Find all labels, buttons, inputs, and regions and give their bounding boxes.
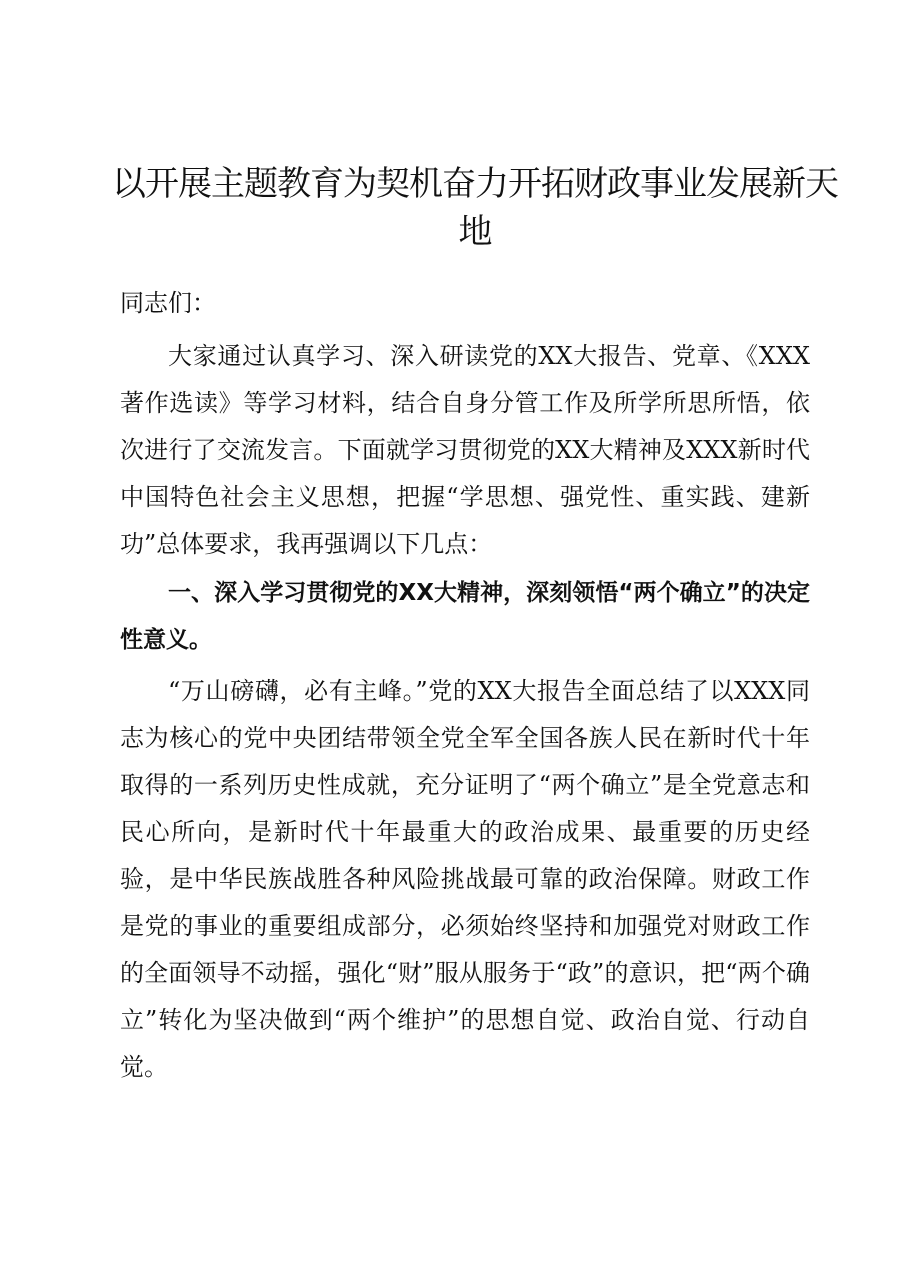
intro-paragraph: 大家通过认真学习、深入研读党的XX大报告、党章、《XXX著作选读》等学习材料，结合自身分管工作及所学所思所悟，依次进行了交流发言。下面就学习贯彻党的XX大精神及XXX新时代中国特色社会主义思想，把握“学思想、强党性、重实践、建新功”总体要求，我再强调以下几点：	[120, 342, 810, 558]
document-body	[120, 280, 810, 1091]
section-1-paragraph: “万山磅礴，必有主峰。”党的XX大报告全面总结了以XXX同志为核心的党中央团结带领全党全军全国各族人民在新时代十年取得的一系列历史性成就，充分证明了“两个确立”是全党意志和民心所向，是新时代十年最重大的政治成果、最重要的历史经验，是中华民族战胜各种风险挑战最可靠的政治保障。财政工作是党的事业的重要组成部分，必须始终坚持和加强党对财政工作的全面领导不动摇，强化“财”服从服务于“政”的意识，把“两个确立”转化为坚决做到“两个维护”的思想自觉、政治自觉、行动自觉。	[120, 677, 810, 1081]
section-heading-1: 一、深入学习贯彻党的XX大精神，深刻领悟“两个确立”的决定性意义。	[120, 580, 810, 653]
salutation: 同志们：	[120, 289, 216, 317]
document-title: 以开展主题教育为契机奋力开拓财政事业发展新天地	[112, 164, 838, 252]
